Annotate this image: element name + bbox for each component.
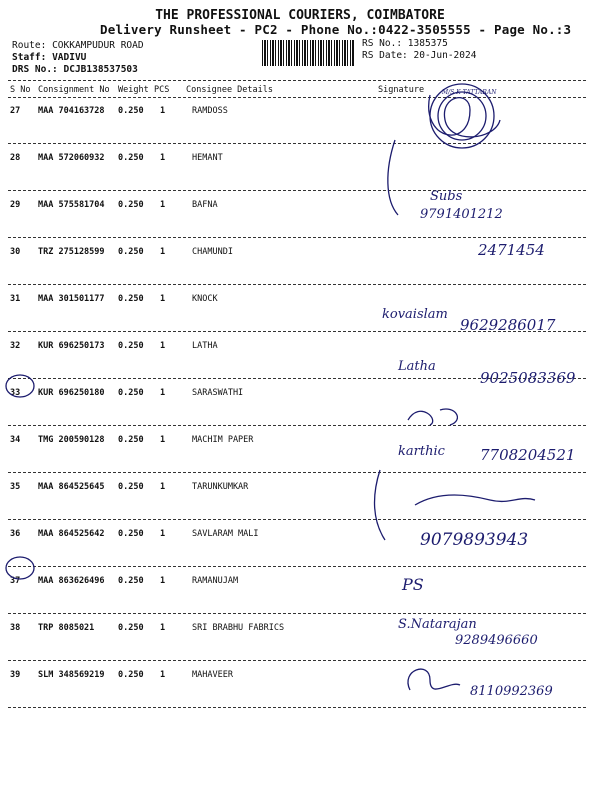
row-pcs: 1: [160, 341, 166, 351]
col-consignee-header: Consignee Details: [186, 85, 273, 95]
row-weight: 0.250: [118, 341, 144, 351]
bracket-rows-28-29: [388, 140, 398, 215]
row-rule: [8, 143, 586, 144]
row-rule: [8, 707, 586, 708]
row-sno: 34: [10, 435, 21, 445]
row-rule: [8, 472, 586, 473]
row-sno: 27: [10, 106, 21, 116]
row-rule: [8, 190, 586, 191]
drs-label: DRS No.:: [12, 64, 58, 75]
row-weight: 0.250: [118, 200, 144, 210]
row-sno: 37: [10, 576, 21, 586]
row-consignee: SAVLARAM MALI: [192, 529, 259, 539]
sig-row-32: Latha: [398, 359, 436, 374]
staff-line: [12, 52, 86, 63]
row-consignment-no: MAA 572060932: [38, 153, 105, 163]
rs-date-label: RS Date:: [362, 50, 408, 61]
row-consignment-no: TRP 8085021: [38, 623, 95, 633]
row-weight: 0.250: [118, 576, 144, 586]
row-weight: 0.250: [118, 670, 144, 680]
staff-label: Staff:: [12, 52, 47, 63]
barcode: [262, 40, 355, 66]
row-pcs: 1: [160, 482, 166, 492]
col-consignment-header: Consignment No: [38, 85, 110, 95]
sig-row-37: PS: [402, 575, 424, 594]
row-consignment-no: MAA 863626496: [38, 576, 105, 586]
sig-row-38: S.Natarajan: [398, 617, 477, 632]
row-sno: 35: [10, 482, 21, 492]
row-sno: 36: [10, 529, 21, 539]
row-rule: [8, 378, 586, 379]
phone-row-29: 9791401212: [420, 207, 503, 222]
row-weight: 0.250: [118, 623, 144, 633]
row-consignment-no: KUR 696250173: [38, 341, 105, 351]
document-title: THE PROFESSIONAL COURIERS, COIMBATORE: [155, 8, 445, 23]
sig-row-34: karthic: [398, 444, 445, 459]
row-pcs: 1: [160, 576, 166, 586]
row-consignee: MACHIM PAPER: [192, 435, 254, 445]
col-signature-header: Signature: [378, 85, 425, 95]
col-weight-header: Weight: [118, 85, 149, 95]
sig-row-31: kovaislam: [382, 307, 448, 322]
row-consignment-no: MAA 864525645: [38, 482, 105, 492]
row-sno: 39: [10, 670, 21, 680]
row-pcs: 1: [160, 623, 166, 633]
col-sno-header: S No: [10, 85, 31, 95]
rubber-stamp: [430, 84, 494, 148]
rs-date-line: [362, 50, 476, 61]
row-sno: 29: [10, 200, 21, 210]
row-sno: 31: [10, 294, 21, 304]
header-bottom-rule: [8, 97, 586, 98]
stamp-text: M/S K TATTARAN: [442, 89, 497, 96]
route-value: COKKAMPUDUR ROAD: [52, 40, 144, 51]
row-consignment-no: MAA 864525642: [38, 529, 105, 539]
row-weight: 0.250: [118, 247, 144, 257]
row-consignee: SARASWATHI: [192, 388, 244, 398]
phone-row-30: 2471454: [478, 241, 545, 259]
rs-no-line: [362, 38, 448, 49]
row-consignee: BAFNA: [192, 200, 218, 210]
phone-row-38: 9289496660: [455, 633, 538, 648]
route-label: Route:: [12, 40, 47, 51]
row-rule: [8, 613, 586, 614]
row-weight: 0.250: [118, 294, 144, 304]
row-pcs: 1: [160, 435, 166, 445]
row-rule: [8, 519, 586, 520]
row-weight: 0.250: [118, 106, 144, 116]
row-sno: 38: [10, 623, 21, 633]
phone-row-32: 9025083369: [480, 369, 576, 387]
row-rule: [8, 425, 586, 426]
row-consignee: LATHA: [192, 341, 218, 351]
row-rule: [8, 566, 586, 567]
row-weight: 0.250: [118, 388, 144, 398]
row-consignment-no: MAA 301501177: [38, 294, 105, 304]
rs-no-label: RS No.:: [362, 38, 403, 49]
drs-line: [12, 64, 138, 75]
row-consignee: MAHAVEER: [192, 670, 233, 680]
rs-date-value: 20-Jun-2024: [413, 50, 477, 61]
row-pcs: 1: [160, 529, 166, 539]
row-consignment-no: MAA 704163728: [38, 106, 105, 116]
sig-row-29: Subs: [430, 189, 463, 204]
phone-row-31: 9629286017: [460, 316, 556, 334]
bracket-rows-35-36: [375, 470, 385, 540]
row-pcs: 1: [160, 388, 166, 398]
sig-row-39: [408, 669, 460, 690]
row-sno: 32: [10, 341, 21, 351]
row-consignment-no: MAA 575581704: [38, 200, 105, 210]
sig-row-35: [415, 495, 535, 505]
row-pcs: 1: [160, 153, 166, 163]
row-consignee: HEMANT: [192, 153, 223, 163]
row-consignee: RAMDOSS: [192, 106, 228, 116]
staff-value: VADIVU: [52, 52, 87, 63]
phone-row-39: 8110992369: [470, 684, 553, 699]
sig-row-27: [429, 95, 500, 137]
row-sno: 28: [10, 153, 21, 163]
row-weight: 0.250: [118, 435, 144, 445]
row-rule: [8, 660, 586, 661]
col-pcs-header: PCS: [154, 85, 170, 95]
row-consignee: RAMANUJAM: [192, 576, 239, 586]
drs-value: DCJB138537503: [63, 64, 138, 75]
phone-row-36: 9079893943: [420, 530, 529, 550]
row-rule: [8, 284, 586, 285]
row-rule: [8, 331, 586, 332]
row-rule: [8, 237, 586, 238]
row-consignment-no: TRZ 275128599: [38, 247, 105, 257]
rs-no-value: 1385375: [407, 38, 448, 49]
row-consignment-no: TMG 200590128: [38, 435, 105, 445]
row-weight: 0.250: [118, 482, 144, 492]
row-consignee: KNOCK: [192, 294, 218, 304]
row-pcs: 1: [160, 106, 166, 116]
header-top-rule: [8, 80, 586, 81]
row-pcs: 1: [160, 670, 166, 680]
phone-row-34: 7708204521: [480, 446, 576, 464]
row-pcs: 1: [160, 200, 166, 210]
row-sno: 30: [10, 247, 21, 257]
row-consignment-no: SLM 348569219: [38, 670, 105, 680]
row-pcs: 1: [160, 294, 166, 304]
route-line: [12, 40, 144, 51]
row-consignee: TARUNKUMKAR: [192, 482, 249, 492]
document-subtitle: Delivery Runsheet - PC2 - Phone No.:0422-3505555 - Page No.:3: [100, 22, 572, 37]
row-weight: 0.250: [118, 529, 144, 539]
row-consignment-no: KUR 696250180: [38, 388, 105, 398]
row-weight: 0.250: [118, 153, 144, 163]
row-pcs: 1: [160, 247, 166, 257]
row-sno: 33: [10, 388, 21, 398]
row-consignee: SRI BRABHU FABRICS: [192, 623, 285, 633]
row-consignee: CHAMUNDI: [192, 247, 233, 257]
scribble-row-34: [408, 409, 457, 425]
